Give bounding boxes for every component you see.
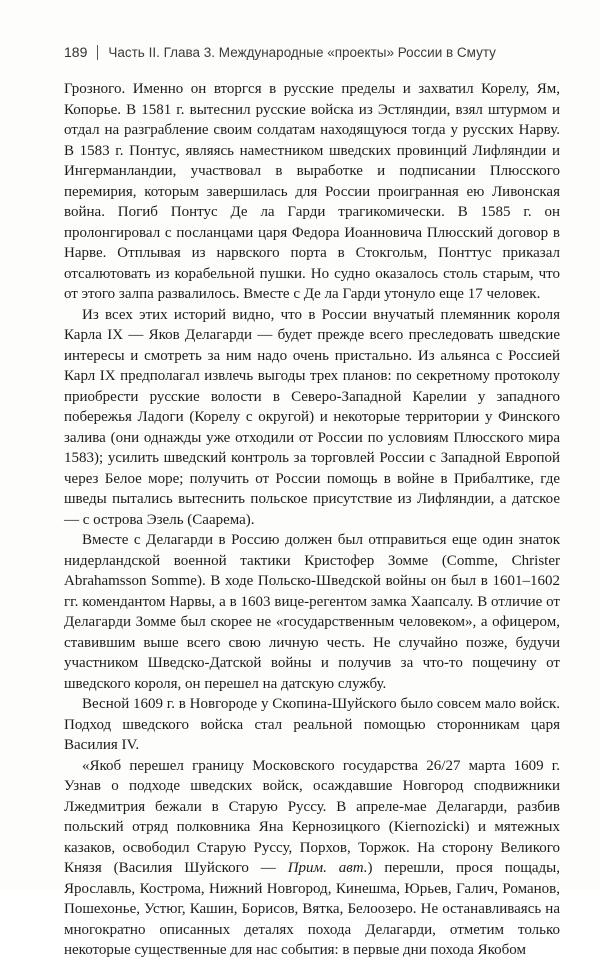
running-title: Часть II. Глава 3. Международные «проекты» России в Смуту bbox=[108, 45, 496, 60]
paragraph-3: Вместе с Делагарди в Россию должен был отправиться еще один знаток нидерландской военной тактики Кристофер Зомме (Comme, Christer Abrahamsson Somme). В ходе Польско-Шведской войны он был в 1601–1602 гг. комендантом Нарвы, а в 1603 вице-регентом замка Хаапсалу. В отличие от Делагарди Зомме был скорее не «государственным человеком», а офицером, ставившим выше всего свою личную честь. Не случайно позже, будучи участником Шведско-Датской войны и получив за что-то пощечину от шведского короля, он перешел на датскую службу. bbox=[64, 532, 560, 692]
paragraph-1: Грозного. Именно он вторгся в русские пределы и захватил Корелу, Ям, Копорье. В 1581 г. вытеснил русские войска из Эстляндии, взял штурмом и отдал на разграбление своим солдатам находящуюся тогда у русских Нарву. В 1583 г. Понтус, являясь наместником шведских провинций Лифляндии и Ингерманландии, участвовал в выработке и подписании Плюсского перемирия, которым завершилась для России проигранная ею Ливонская война. Погиб Понтус Де ла Гарди трагикомически. В 1585 г. он пролонгировал с посланцами царя Федора Иоанновича Плюсский договор в Нарве. Отплывая из нарвского порта в Стокгольм, Понттус приказал отсалютовать из корабельной пушки. Но судно оказалось столь старым, что от этого залпа развалилось. Вместе с Де ла Гарди утонуло еще 17 человек. bbox=[64, 81, 560, 302]
paragraph-5-quote bbox=[64, 756, 560, 961]
paragraph-2: Из всех этих историй видно, что в России внучатый племянник короля Карла IX — Яков Делагарди — будет прежде всего преследовать шведские интересы и смотреть за ним надо очень пристально. Из альянса с Россией Карл IX предполагал извлечь выгоды трех планов: по секретному протоколу приобрести русские волости в Северо-Западной Карелии у западного побережья Ладоги (Корелу с округой) и некоторые территории у Финского залива (они однажды уже отходили от России по условиям Плюсского мира 1583); усилить шведский контроль за торговлей России с Западной Европой через Белое море; получить от России помощь в войне в Прибалтике, где шведы пытались вытеснить польское присутствие из Лифляндии, а датское — с острова Эзель (Саарема). bbox=[64, 306, 560, 528]
running-header bbox=[64, 44, 564, 60]
quote-part-1: «Якоб перешел границу Московского государства 26/27 марта 1609 г. Узнав о подходе шведских войск, осаждавшие Новгород сподвижники Лжедмитрия бежали в Старую Руссу. В апреле-мае Делагарди, разбив польский отряд полковника Яна Кернозицкого (Kiernozicki) и мятежных казаков, освободил Старую Руссу, Порхов, Торжок. На сторону Великого Князя (Василия Шуйского — bbox=[64, 757, 560, 876]
body-text bbox=[64, 79, 560, 961]
page-number: 189 bbox=[64, 44, 88, 60]
paragraph-4: Весной 1609 г. в Новгороде у Скопина-Шуйского было совсем мало войск. Подход шведского войска стал реальной помощью сторонникам царя Василия IV. bbox=[64, 696, 560, 753]
quote-part-2: ) перешли, прося пощады, Ярославль, Кострома, Нижний Новгород, Кинешма, Юрьев, Галич, Романов, Пошехонье, Устюг, Кашин, Борисов, Вятка, Белоозеро. Не останавливаясь на многократно описанных деталях похода Делагарди, отметим только некоторые существенные для нас события: в первые дни похода Якобом bbox=[64, 860, 560, 958]
header-divider bbox=[97, 45, 98, 60]
author-note: Прим. авт. bbox=[287, 860, 368, 876]
